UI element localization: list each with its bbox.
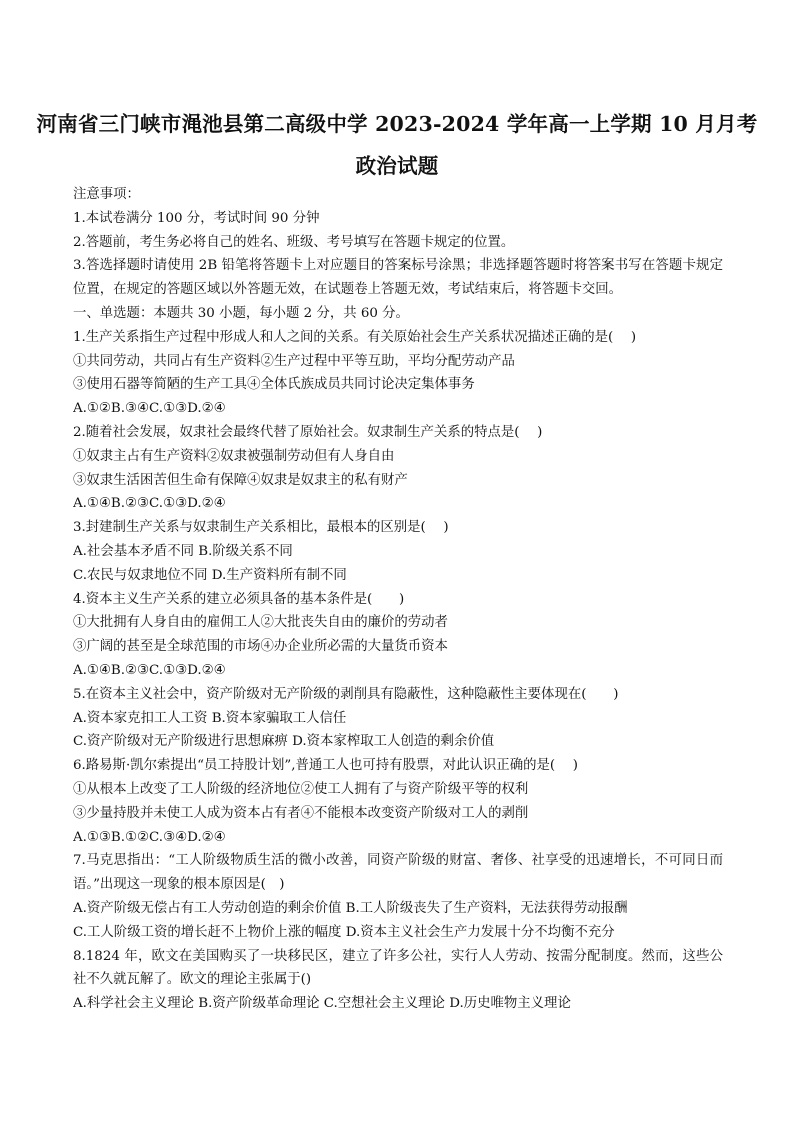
- question-1-stem: 1.生产关系指生产过程中形成人和人之间的关系。有关原始社会生产关系状况描述正确的是( ): [73, 329, 637, 345]
- exam-title-line-1: 河南省三门峡市渑池县第二高级中学 2023-2024 学年高一上学期 10 月月考: [36, 112, 758, 136]
- question-5-stem: 5.在资本主义社会中，资产阶级对无产阶级的剥削具有隐蔽性，这种隐蔽性主要体现在( ): [73, 686, 619, 702]
- question-7-options-line-1: A.资产阶级无偿占有工人劳动创造的剩余价值 B.工人阶级丧失了生产资料，无法获得劳动报酬: [73, 900, 628, 916]
- notice-item-1: 1.本试卷满分 100 分，考试时间 90 分钟: [73, 210, 320, 226]
- question-3-options-line-2: C.农民与奴隶地位不同 D.生产资料所有制不同: [73, 567, 347, 583]
- notice-heading: 注意事项：: [73, 187, 140, 202]
- exam-content: [73, 183, 723, 1016]
- question-2-options-line-1: ①奴隶主占有生产资料②奴隶被强制劳动但有人身自由: [73, 448, 395, 464]
- question-7-options-line-2: C.工人阶级工资的增长赶不上物价上涨的幅度 D.资本主义社会生产力发展十分不均衡不充分: [73, 924, 615, 940]
- notice-item-2: 2.答题前，考生务必将自己的姓名、班级、考号填写在答题卡规定的位置。: [73, 234, 515, 250]
- question-5-options-line-2: C.资产阶级对无产阶级进行思想麻痹 D.资本家榨取工人创造的剩余价值: [73, 734, 495, 750]
- question-2-stem: 2.随着社会发展，奴隶社会最终代替了原始社会。奴隶制生产关系的特点是( ): [73, 424, 543, 440]
- question-2-answers: A.①④B.②③C.①③D.②④: [73, 496, 226, 512]
- exam-title-line-2: 政治试题: [355, 154, 439, 178]
- section-heading: 一、单选题：本题共 30 小题，每小题 2 分，共 60 分。: [73, 305, 409, 321]
- question-7-stem: 7.马克思指出：“工人阶级物质生活的微小改善，同资产阶级的财富、奢侈、社享受的迅速增长，不可同日而语。”出现这一现象的根本原因是( ): [73, 853, 723, 893]
- question-4-answers: A.①④B.②③C.①③D.②④: [73, 662, 226, 678]
- question-4-options-line-1: ①大批拥有人身自由的雇佣工人②大批丧失自由的廉价的劳动者: [73, 615, 448, 631]
- question-1-options-line-2: ③使用石器等简陋的生产工具④全体氏族成员共同讨论决定集体事务: [73, 377, 475, 393]
- notice-item-3: 3.答选择题时请使用 2B 铅笔将答题卡上对应题目的答案标号涂黑；非选择题答题时将答案书写在答题卡规定位置，在规定的答题区域以外答题无效，在试题卷上答题无效，考试结束后，将答题卡交回。: [73, 258, 723, 298]
- question-3-options-line-1: A.社会基本矛盾不同 B.阶级关系不同: [73, 543, 293, 559]
- question-4-options-line-2: ③广阔的甚至是全球范围的市场④办企业所必需的大量货币资本: [73, 639, 448, 655]
- question-6-options-line-1: ①从根本上改变了工人阶级的经济地位②使工人拥有了与资产阶级平等的权利: [73, 781, 529, 797]
- question-5-options-line-1: A.资本家克扣工人工资 B.资本家骗取工人信任: [73, 710, 347, 726]
- question-6-answers: A.①③B.①②C.③④D.②④: [73, 829, 226, 845]
- question-6-options-line-2: ③少量持股并未使工人成为资本占有者④不能根本改变资产阶级对工人的剥削: [73, 805, 529, 821]
- question-1-options-line-1: ①共同劳动，共同占有生产资料②生产过程中平等互助，平均分配劳动产品: [73, 353, 515, 369]
- question-6-stem: 6.路易斯·凯尔索提出“员工持股计划”,普通工人也可持有股票，对此认识正确的是( ): [73, 758, 578, 774]
- question-8-stem: 8.1824 年，欧文在美国购买了一块移民区，建立了许多公社，实行人人劳动、按需分配制度。然而，这些公社不久就瓦解了。欧文的理论主张属于(): [73, 948, 723, 988]
- question-4-stem: 4.资本主义生产关系的建立必须具备的基本条件是( ): [73, 591, 405, 607]
- question-1-answers: A.①②B.③④C.①③D.②④: [73, 401, 226, 417]
- question-3-stem: 3.封建制生产关系与奴隶制生产关系相比，最根本的区别是( ): [73, 520, 449, 536]
- question-8-options-line-1: A.科学社会主义理论 B.资产阶级革命理论 C.空想社会主义理论 D.历史唯物主义理论: [73, 996, 571, 1012]
- question-2-options-line-2: ③奴隶生活困苦但生命有保障④奴隶是奴隶主的私有财产: [73, 472, 408, 488]
